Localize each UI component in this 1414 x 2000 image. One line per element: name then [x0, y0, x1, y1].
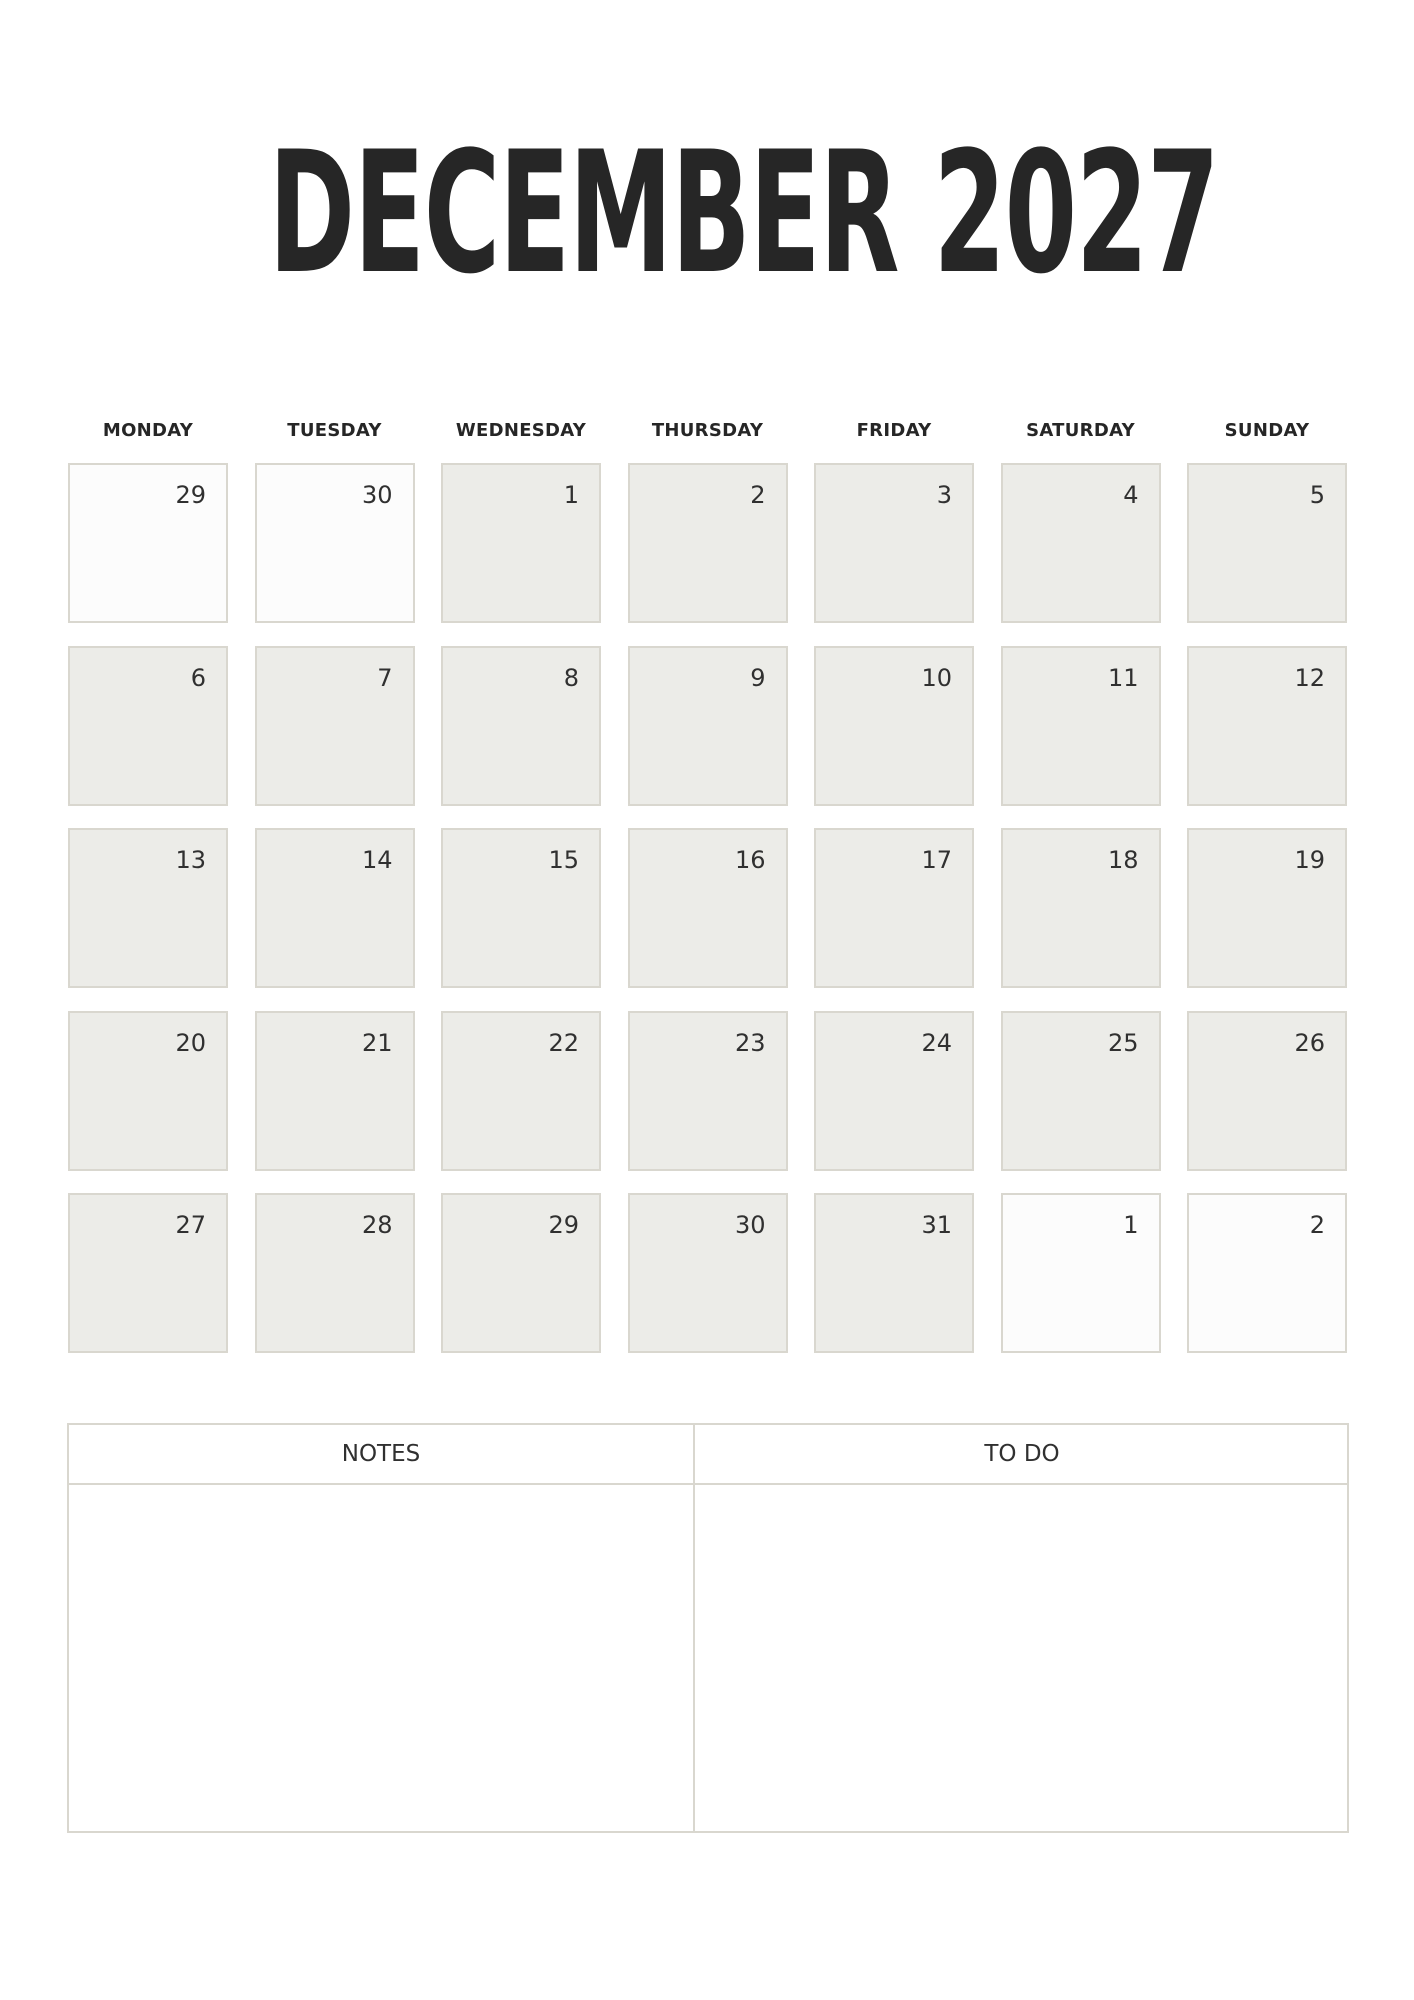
day-number: 22	[548, 1028, 579, 1057]
day-number: 14	[361, 846, 393, 874]
day-number: 21	[361, 1028, 393, 1057]
page-title: DECEMBER 2027	[268, 115, 1219, 311]
day-cell[interactable]	[68, 1011, 228, 1171]
day-cell[interactable]	[814, 646, 974, 806]
day-cell[interactable]	[1001, 1011, 1161, 1171]
day-number: 7	[377, 663, 393, 692]
day-cell[interactable]	[255, 1011, 415, 1171]
day-number: 19	[1294, 846, 1325, 874]
day-number: 29	[548, 1211, 579, 1239]
day-number: 23	[734, 1028, 766, 1057]
day-number: 31	[921, 1211, 952, 1239]
day-number: 4	[1123, 481, 1139, 509]
weekday-label-friday: FRIDAY	[856, 420, 932, 441]
day-number: 11	[1107, 663, 1139, 692]
day-number: 3	[936, 481, 952, 509]
day-number: 9	[750, 663, 766, 692]
adjacent-month-day-cell[interactable]	[68, 463, 228, 623]
day-cell[interactable]	[628, 646, 788, 806]
day-number: 1	[563, 481, 579, 509]
day-cell[interactable]	[814, 463, 974, 623]
day-cell[interactable]	[441, 646, 601, 806]
day-number: 30	[361, 481, 393, 509]
adjacent-month-day-cell[interactable]	[1001, 1193, 1161, 1353]
day-cell[interactable]	[441, 463, 601, 623]
adjacent-month-day-cell[interactable]	[1187, 1193, 1347, 1353]
day-number: 24	[921, 1028, 952, 1057]
notes-todo-table	[67, 1423, 1349, 1833]
day-number: 10	[921, 663, 952, 692]
day-cell[interactable]	[441, 1193, 601, 1353]
day-number: 2	[1309, 1211, 1325, 1239]
day-cell[interactable]	[441, 1011, 601, 1171]
day-cell[interactable]	[1187, 828, 1347, 988]
day-number: 25	[1107, 1028, 1139, 1057]
weekday-label-saturday: SATURDAY	[1026, 420, 1135, 441]
day-number: 15	[548, 846, 579, 874]
day-number: 5	[1309, 481, 1325, 509]
day-number: 28	[361, 1211, 393, 1239]
day-number: 16	[734, 846, 766, 874]
day-number: 2	[750, 481, 766, 509]
notes-area[interactable]	[69, 1485, 693, 1831]
day-cell[interactable]	[255, 1193, 415, 1353]
day-cell[interactable]	[255, 646, 415, 806]
day-number: 27	[175, 1211, 206, 1239]
day-cell[interactable]	[1187, 463, 1347, 623]
day-cell[interactable]	[814, 828, 974, 988]
day-number: 13	[175, 846, 206, 874]
day-number: 12	[1294, 663, 1325, 692]
day-number: 18	[1107, 846, 1139, 874]
calendar-grid	[68, 463, 1348, 1353]
day-cell[interactable]	[1001, 463, 1161, 623]
day-number: 17	[921, 846, 952, 874]
notes-header: NOTES	[341, 1441, 421, 1467]
day-cell[interactable]	[68, 828, 228, 988]
day-cell[interactable]	[1001, 646, 1161, 806]
adjacent-month-day-cell[interactable]	[255, 463, 415, 623]
day-cell[interactable]	[441, 828, 601, 988]
day-cell[interactable]	[68, 646, 228, 806]
day-cell[interactable]	[1001, 828, 1161, 988]
day-cell[interactable]	[628, 1193, 788, 1353]
day-number: 29	[175, 481, 206, 509]
day-cell[interactable]	[255, 828, 415, 988]
weekday-label-wednesday: WEDNESDAY	[455, 420, 587, 441]
weekday-header-row	[68, 420, 1348, 446]
day-cell[interactable]	[628, 828, 788, 988]
day-number: 20	[175, 1028, 206, 1057]
day-number: 1	[1123, 1211, 1139, 1239]
day-number: 8	[563, 663, 579, 692]
day-number: 30	[734, 1211, 766, 1239]
weekday-label-monday: MONDAY	[102, 420, 194, 441]
day-cell[interactable]	[628, 1011, 788, 1171]
day-cell[interactable]	[628, 463, 788, 623]
weekday-label-tuesday: TUESDAY	[287, 420, 382, 441]
day-cell[interactable]	[814, 1011, 974, 1171]
todo-area[interactable]	[695, 1485, 1349, 1831]
weekday-label-sunday: SUNDAY	[1224, 420, 1310, 441]
weekday-label-thursday: THURSDAY	[651, 420, 764, 441]
day-cell[interactable]	[68, 1193, 228, 1353]
day-cell[interactable]	[1187, 1011, 1347, 1171]
day-number: 6	[190, 663, 206, 692]
day-number: 26	[1294, 1028, 1325, 1057]
day-cell[interactable]	[1187, 646, 1347, 806]
todo-header: TO DO	[984, 1441, 1060, 1467]
day-cell[interactable]	[814, 1193, 974, 1353]
